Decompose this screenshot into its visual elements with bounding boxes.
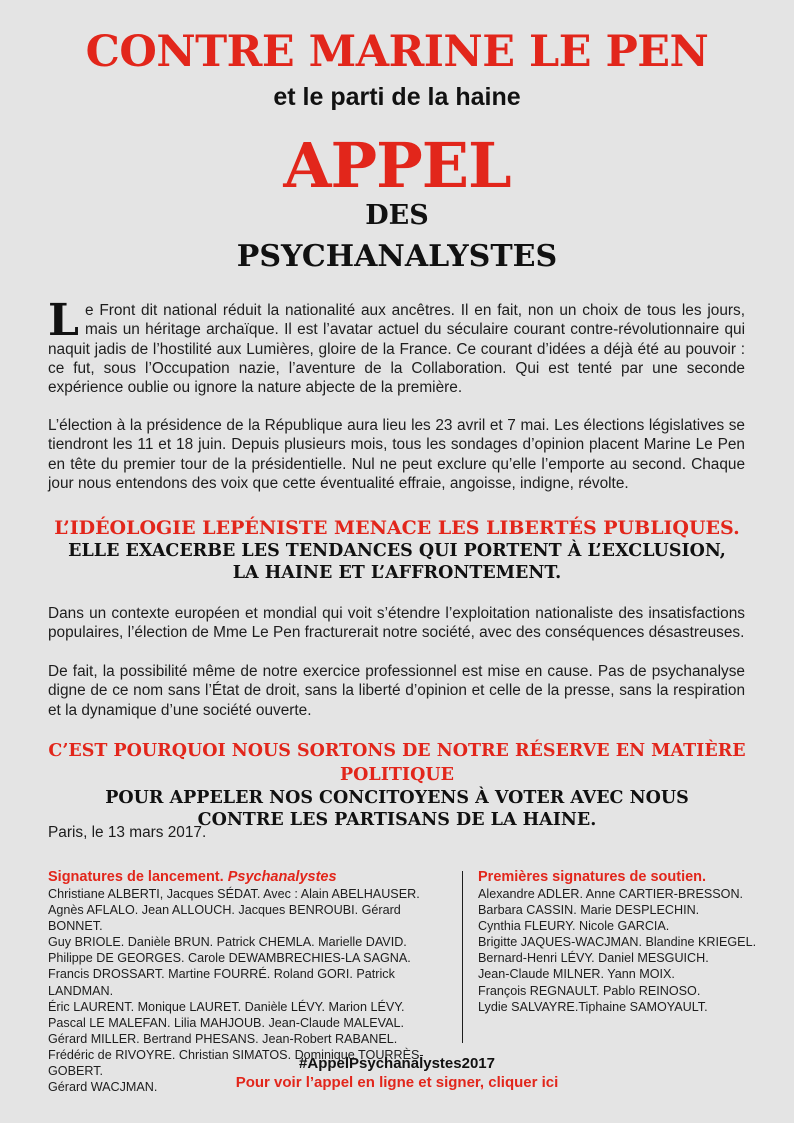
callout-vote-red: C’EST POURQUOI NOUS SORTONS DE NOTRE RÉSERVE EN MATIÈRE POLITIQUE (48, 741, 746, 785)
signature-line: Barbara CASSIN. Marie DESPLECHIN. (478, 903, 700, 918)
signature-line: Cynthia FLEURY. Nicole GARCIA. (478, 919, 670, 934)
signature-line: Gérard WACJMAN. (48, 1080, 158, 1095)
signature-line: Brigitte JAQUES-WACJMAN. Blandine KRIEGEL. (478, 935, 757, 950)
hashtag: #AppelPsychanalystes2017 (299, 1055, 495, 1072)
appel-heading: APPEL (283, 129, 511, 202)
sign-online-link[interactable]: Pour voir l’appel en ligne et signer, cliquer ici (235, 1074, 559, 1091)
signature-line: Bernard-Henri LÉVY. Daniel MESGUICH. (478, 951, 709, 966)
signature-line: Francis DROSSART. Martine FOURRÉ. Roland GORI. Patrick LANDMAN. (48, 967, 395, 998)
signature-line: Guy BRIOLE. Danièle BRUN. Patrick CHEMLA. Marielle DAVID. (48, 935, 407, 950)
launch-heading-italic: Psychanalystes (227, 869, 337, 885)
signature-line: Gérard MILLER. Bertrand PHESANS. Jean-Robert RABANEL. (48, 1031, 398, 1046)
date-line: Paris, le 13 mars 2017. (48, 824, 207, 841)
body-paragraph-3: Dans un contexte européen et mondial qui voit s’étendre l’exploitation nationaliste des insatisfactions populaires, l’élection de Mme Le Pen fracturerait notre société, avec des conséquences désastreuses. (48, 605, 745, 642)
callout-liberties-red: L’IDÉOLOGIE LEPÉNISTE MENACE LES LIBERTÉS PUBLIQUES. (54, 517, 740, 539)
signature-line: François REGNAULT. Pablo REINOSO. (478, 983, 701, 998)
callout-vote-line3: CONTRE LES PARTISANS DE LA HAINE. (197, 810, 597, 830)
intro-paragraph-1 (48, 295, 745, 397)
intro-paragraph-2: L’élection à la présidence de la République aura lieu les 23 avril et 7 mai. Les élections législatives se tiendront les 11 et 18 juin. Depuis plusieurs mois, tous les sondages d’opinion placent Marine Le Pen en tête du premier tour de la présidentielle. Nul ne peut exclure qu’elle l’emporte au second. Chaque jour nous entendons des voix que cette éventualité effraie, angoisse, indigne, révolte. (48, 417, 745, 492)
signature-line: Pascal LE MALEFAN. Lilia MAHJOUB. Jean-Claude MALEVAL. (48, 1015, 405, 1030)
support-signatures (478, 868, 768, 1015)
column-divider (462, 871, 463, 1043)
intro-paragraph-1-text: e Front dit national réduit la nationalité aux ancêtres. Il en fait, non un choix de tous les jours, mais un héritage archaïque. Il est l’avatar actuel du séculaire courant contre-révolutionnaire qui naquit jadis de l’hostilité aux Lumières, gloire de la France. Ce courant d’idées a déjà été au pouvoir : ce fut, sous l’Occupation nazie, l’aventure de la Collaboration. Qui est tenté par une seconde expérience oublie ou ignore la nature abjecte de la première. (48, 302, 745, 397)
callout-liberties-line3: LA HAINE ET L’AFFRONTEMENT. (232, 563, 562, 583)
callout-liberties-line2: ELLE EXACERBE LES TENDANCES QUI PORTENT À L’EXCLUSION, (68, 541, 726, 561)
callout-liberties (0, 516, 794, 584)
signature-line: Éric LAURENT. Monique LAURET. Danièle LÉVY. Marion LÉVY. (48, 999, 405, 1014)
body-paragraph-4: De fait, la possibilité même de notre exercice professionnel est mise en cause. Pas de psychanalyse digne de ce nom sans l’État de droit, sans la liberté d’opinion et celle de la presse, sans la respiration et la dynamique d’une société ouverte. (48, 663, 745, 719)
signature-line: Philippe DE GEORGES. Carole DEWAMBRECHIES-LA SAGNA. (48, 951, 411, 966)
callout-vote (0, 739, 794, 831)
launch-heading-text: Signatures de lancement. (48, 869, 224, 885)
signature-line: Frédéric de RIVOYRE. Christian SIMATOS. Dominique TOURRÈS-GOBERT. (48, 1047, 424, 1079)
signature-line: Christiane ALBERTI, Jacques SÉDAT. Avec : Alain ABELHAUSER. (48, 887, 420, 901)
page-subtitle: et le parti de la haine (273, 83, 521, 111)
launch-signatures-heading (48, 868, 448, 886)
support-signatures-heading: Premières signatures de soutien. (478, 869, 707, 885)
callout-vote-line2: POUR APPELER NOS CONCITOYENS À VOTER AVEC NOUS (105, 788, 689, 808)
signature-line: Lydie SALVAYRE.Tiphaine SAMOYAULT. (478, 999, 708, 1014)
des-heading: DES (365, 200, 429, 231)
signature-line: Alexandre ADLER. Anne CARTIER-BRESSON. (478, 887, 744, 901)
page-title: CONTRE MARINE LE PEN (85, 27, 709, 77)
dropcap: L (48, 295, 79, 346)
signature-line: Jean-Claude MILNER. Yann MOIX. (478, 967, 675, 982)
psychanalystes-heading: PSYCHANALYSTES (236, 239, 558, 274)
signature-line: Agnès AFLALO. Jean ALLOUCH. Jacques BENROUBI. Gérard BONNET. (48, 903, 401, 934)
